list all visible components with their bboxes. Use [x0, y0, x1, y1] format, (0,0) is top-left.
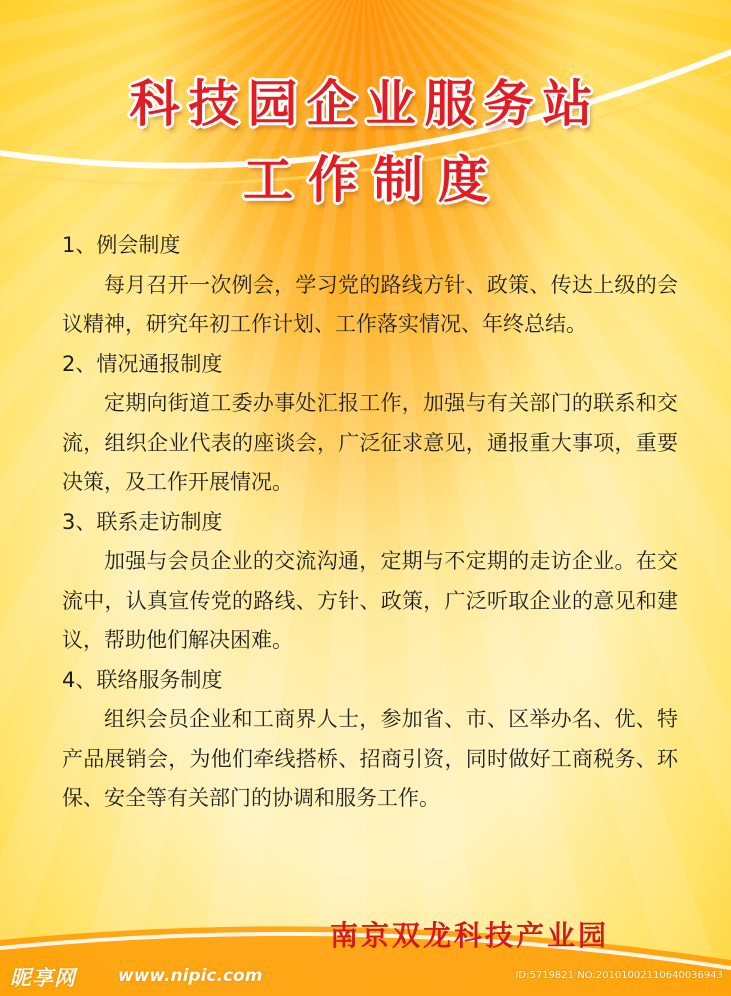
section-heading-visiting: 3、联系走访制度: [62, 509, 223, 534]
section-text-liaison: 组织会员企业和工商界人士，参加省、市、区举办名、优、特产品展销会，为他们牵线搭桥、招商引资，同时做好工商税务、环保、安全等有关部门的协调和服务工作。: [62, 707, 678, 810]
poster-title-line2: 工作制度: [243, 151, 503, 209]
section-text-briefing: 定期向街道工委办事处汇报工作，加强与有关部门的联系和交流，组织企业代表的座谈会，广泛征求意见，通报重大事项，重要决策，及工作开展情况。: [62, 391, 678, 494]
section-heading-meeting: 1、例会制度: [62, 233, 181, 257]
regulations-body: [62, 226, 678, 819]
organization-name: 南京双龙科技产业园: [330, 919, 610, 952]
section-heading-briefing: 2、情况通报制度: [62, 351, 223, 376]
poster-title-line1: 科技园企业服务站: [129, 75, 602, 133]
section-text-visiting: 加强与会员企业的交流沟通，定期与不定期的走访企业。在交流中，认真宣传党的路线、方针、政策，广泛听取企业的意见和建议，帮助他们解决困难。: [62, 549, 678, 652]
watermark-site: www.nipic.com: [118, 966, 263, 986]
watermark-id: ID:5719821 NO:20101002110640036943: [515, 970, 723, 981]
section-heading-liaison: 4、联络服务制度: [62, 667, 223, 692]
watermark-logo: 昵享网: [10, 966, 76, 990]
section-text-meeting: 每月召开一次例会，学习党的路线方针、政策、传达上级的会议精神，研究年初工作计划、工作落实情况、年终总结。: [62, 272, 678, 336]
